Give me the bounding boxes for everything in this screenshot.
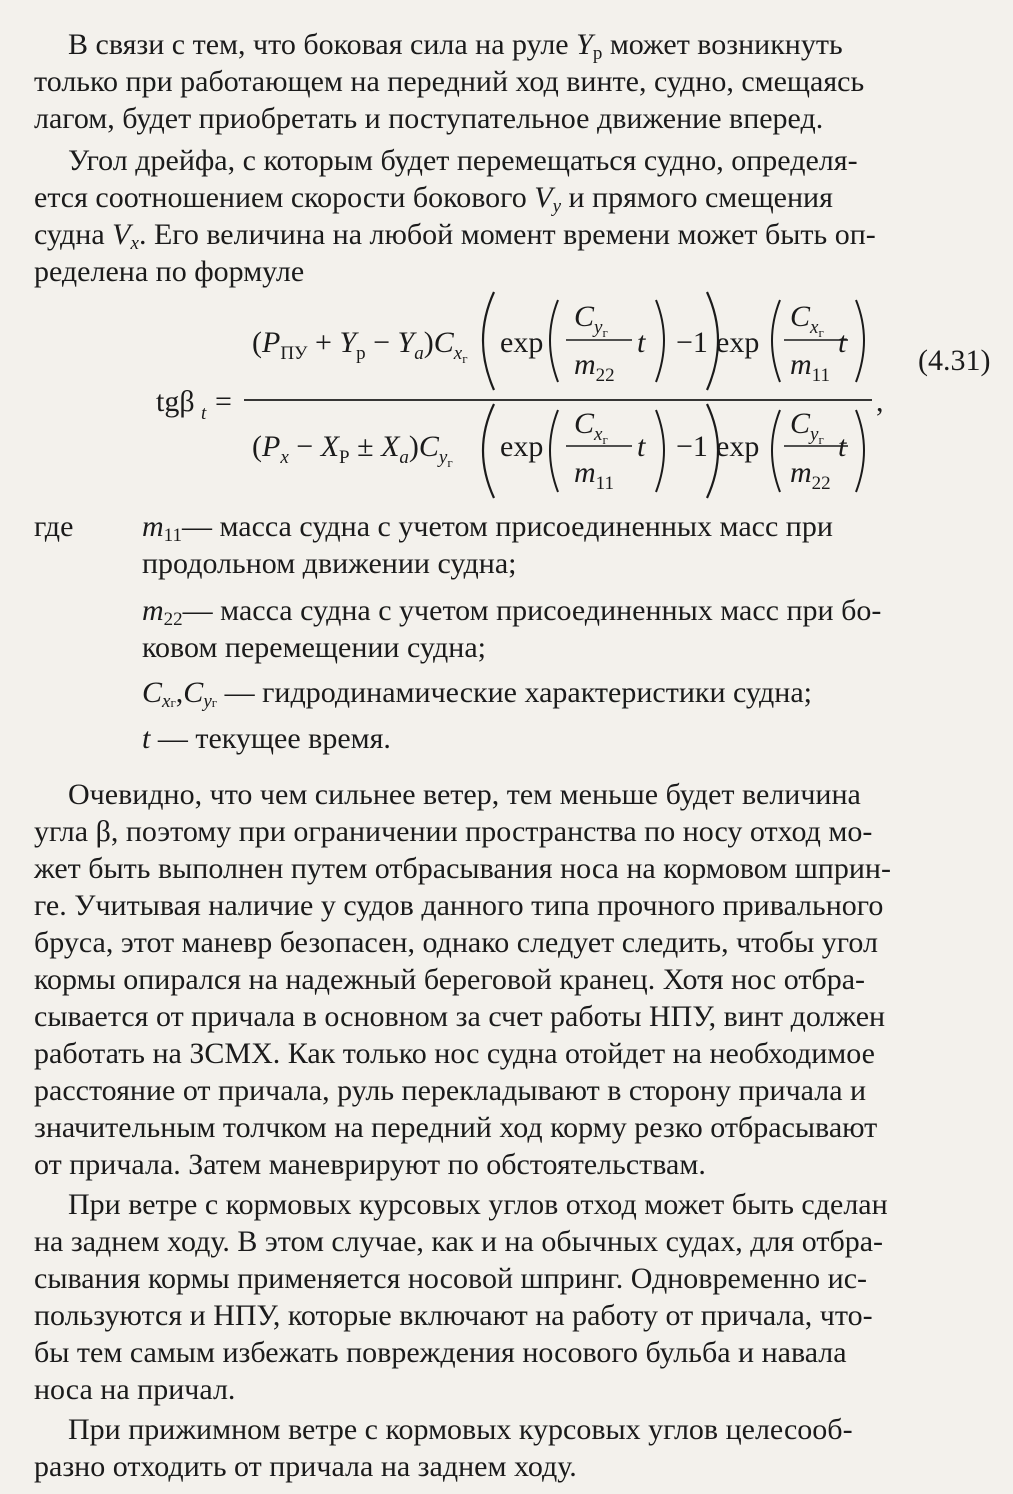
definition-m22: $m_{22}—$ масса судна с учетом присоединенных масс при бо- (142, 594, 882, 630)
formula-comma: , (876, 385, 884, 418)
num-frac2-top: $C_xг$ (790, 300, 824, 340)
body-line-1: Очевидно, что чем сильнее ветер, тем меньше будет величина (68, 778, 861, 811)
num-exp-2: exp (716, 326, 760, 359)
den-frac2-bottom: $m_{22}$ (790, 456, 831, 494)
num-inner-right-paren-1 (656, 300, 664, 382)
den-inner-right-paren-2 (856, 410, 864, 492)
body-line-16: бы тем самым избежать повреждения носового бульба и навала (34, 1336, 847, 1369)
body-line-4: ге. Учитывая наличие у судов данного типа прочного привального (34, 889, 884, 922)
body-line-19: разно отходить от причала на заднем ходу. (34, 1450, 577, 1483)
equals-sign: = (215, 385, 232, 418)
den-exp-1: exp (500, 430, 544, 463)
den-frac1-top: $C_xг$ (574, 407, 608, 447)
den-inner-left-paren-1 (550, 410, 558, 492)
numerator-coefficient: $(P_{ПУ} + Y_р - Y_a)C_xг$ (252, 326, 468, 366)
den-inner-right-paren-1 (656, 410, 664, 492)
equation-number: (4.31) (918, 344, 991, 377)
body-line-12: При ветре с кормовых курсовых углов отход может быть сделан (68, 1188, 888, 1221)
paragraph-2-line-4: ределена по формуле (34, 255, 305, 288)
num-inner-left-paren-1 (550, 300, 558, 382)
num-minus-one: −1 (676, 326, 708, 359)
den-big-left-paren (483, 404, 494, 498)
definition-t: t — текущее время. (142, 722, 391, 755)
denominator-coefficient: $(P_x - X_Р \pm X_a)C_yг$ (252, 430, 453, 470)
body-line-18: При прижимном ветре с кормовых курсовых углов целесооб- (68, 1413, 853, 1446)
definition-m11: $m_{11}—$ масса судна с учетом присоединенных масс при (142, 510, 833, 546)
body-line-8: работать на ЗСМХ. Как только нос судна отойдет на необходимое (34, 1037, 875, 1070)
paragraph-1-line-1: В связи с тем, что боковая сила на руле $Y_р$ может возникнуть (68, 28, 843, 64)
body-line-14: сывания кормы применяется носовой шпринг. Одновременно ис- (34, 1262, 868, 1295)
formula-lhs: tgβ (156, 385, 195, 418)
num-frac1-bottom: $m_{22}$ (574, 348, 615, 386)
body-line-13: на заднем ходу. В этом случае, как и на обычных судах, для отбра- (34, 1225, 884, 1258)
body-line-7: сывается от причала в основном за счет работы НПУ, винт должен (34, 1000, 886, 1033)
definition-m11-cont: продольном движении судна; (142, 547, 517, 580)
den-t-2: t (838, 430, 847, 463)
den-inner-left-paren-2 (772, 410, 780, 492)
body-line-11: от причала. Затем маневрируют по обстоятельствам. (34, 1148, 706, 1181)
paragraph-2-line-1: Угол дрейфа, с которым будет перемещаться судно, определя- (68, 144, 858, 177)
paragraph-1-line-3: лагом, будет приобретать и поступательное движение вперед. (34, 102, 824, 135)
body-line-9: расстояние от причала, руль перекладывают в сторону причала и (34, 1074, 867, 1107)
formula-lhs-sub: t (201, 403, 207, 424)
num-frac1-top: $C_yг$ (574, 300, 608, 340)
num-inner-right-paren-2 (856, 300, 864, 382)
paragraph-2-line-3: судна $V_x$. Его величина на любой момент времени может быть оп- (34, 218, 876, 254)
den-t-1: t (637, 430, 646, 463)
body-line-2: угла β, поэтому при ограничении пространства по носу отход мо- (34, 815, 873, 848)
num-t-1: t (637, 326, 646, 359)
body-line-3: жет быть выполнен путем отбрасывания носа на кормовом шприн- (34, 852, 891, 885)
definition-c: $C_{xг},C_{yг}$ — гидродинамические характеристики судна; (142, 676, 812, 712)
body-line-15: пользуются и НПУ, которые включают на работу от причала, что- (34, 1299, 873, 1332)
formula-4-31 (0, 0, 1013, 520)
definition-m22-cont: ковом перемещении судна; (142, 631, 486, 664)
den-exp-2: exp (716, 430, 760, 463)
body-line-5: бруса, этот маневр безопасен, однако следует следить, чтобы угол (34, 926, 878, 959)
den-minus-one: −1 (676, 430, 708, 463)
paragraph-1-line-2: только при работающем на передний ход винте, судно, смещаясь (34, 65, 865, 98)
paragraph-2-line-2: ется соотношением скорости бокового $V_y$ и прямого смещения (34, 181, 833, 217)
den-frac1-bottom: $m_{11}$ (574, 456, 614, 494)
num-inner-left-paren-2 (772, 300, 780, 382)
num-frac2-bottom: $m_{11}$ (790, 348, 830, 386)
den-frac2-top: $C_yг$ (790, 407, 824, 447)
num-big-left-paren (483, 292, 494, 390)
body-line-6: кормы опирался на надежный береговой кранец. Хотя нос отбра- (34, 963, 866, 996)
num-t-2: t (838, 326, 847, 359)
body-line-10: значительным толчком на передний ход корму резко отбрасывают (34, 1111, 878, 1144)
where-label: где (34, 510, 74, 543)
num-exp-1: exp (500, 326, 544, 359)
body-line-17: носа на причал. (34, 1373, 236, 1406)
